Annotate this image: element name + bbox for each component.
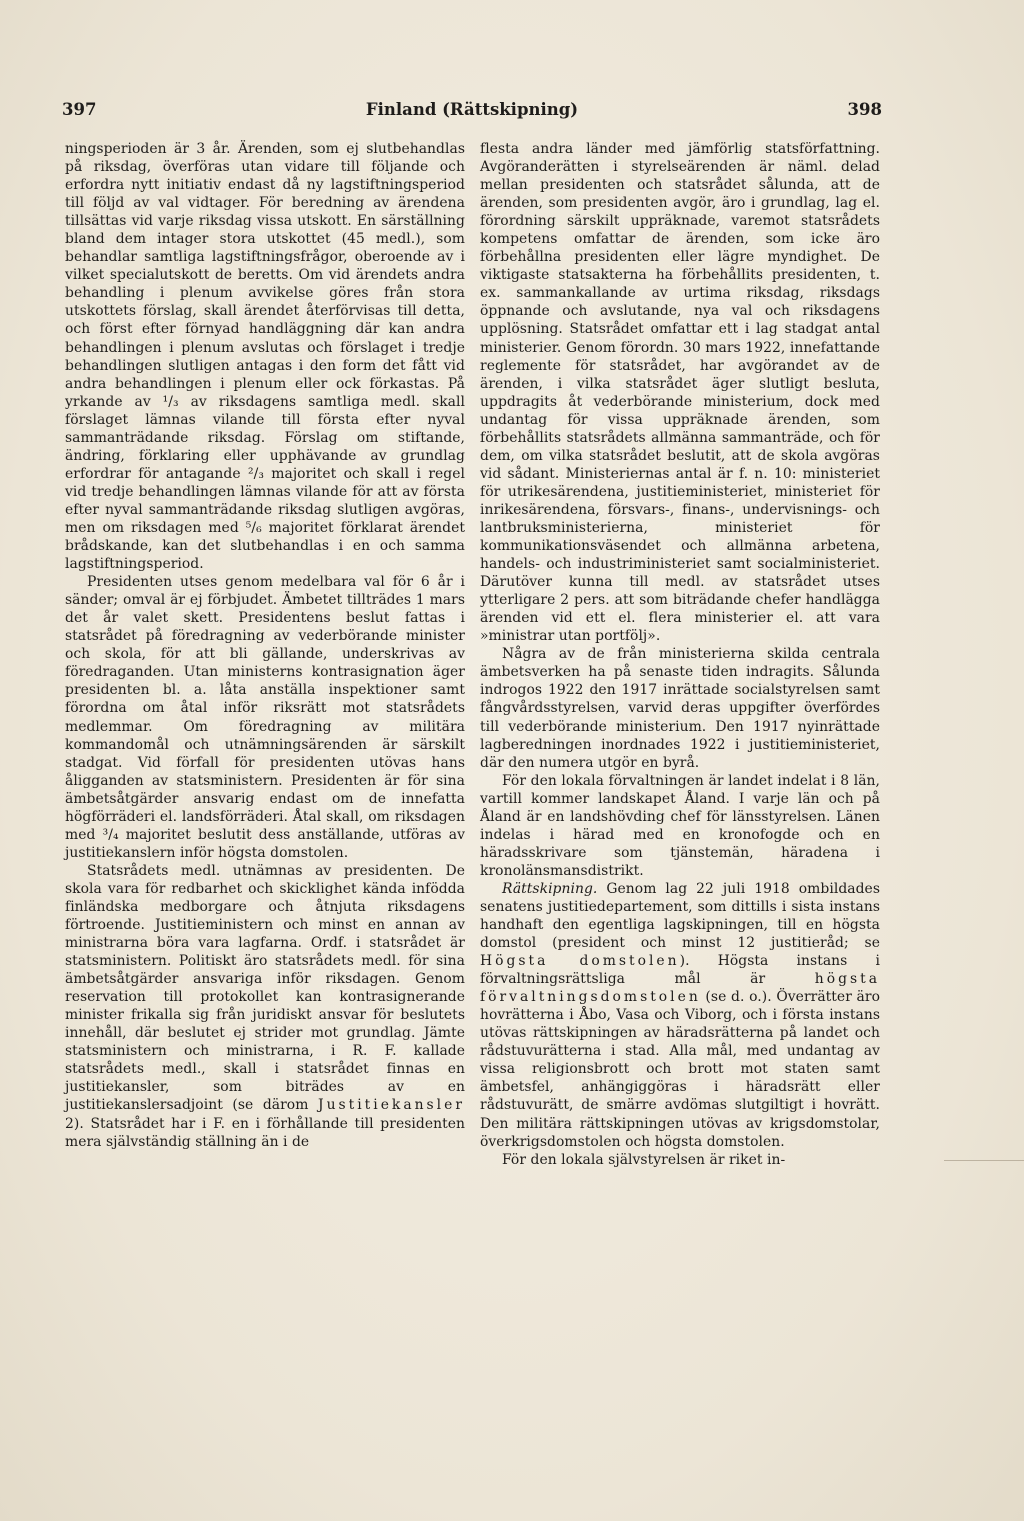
cross-reference: Högsta domstolen xyxy=(480,953,680,970)
page-number-right: 398 xyxy=(847,100,882,119)
paragraph: flesta andra länder med jämförlig statsförfattning. Avgöranderätten i styrelseärenden är näml. delad mellan presidenten och statsrådet sålunda, att de ärenden, som presidenten avgör, äro i grundlag, lag el. förordning särskilt uppräknade, varemot statsrådets kompetens omfattar de ärenden, som icke äro förbehållna presidenten eller lägre myndighet. De viktigaste statsakterna ha förbehållits presidenten, t. ex. sammankallande av urtima riksdag, riksdags öppnande och avslutande, nya val och riksdagens upplösning. Statsrådet omfattar ett i lag stadgat antal ministerier. Genom förordn. 30 mars 1922, innefattande reglemente för statsrådet, har avgörandet av de ärenden, i vilka statsrådet äger slutligt besluta, uppdragits åt vederbörande ministerium, dock med undantag för vissa uppräknade ärenden, som förbehållits statsrådets allmänna sammanträde, och för dem, om vilka statsrådet beslutit, att de skola avgöras vid sådant. Ministeriernas antal är f. n. 10: ministeriet för utrikesärendena, justitieministeriet, ministeriet för inrikesärendena, försvars-, finans-, undervisnings- och lantbruksministerierna, ministeriet för kommunikationsväsendet och allmänna arbetena, handels- och industriministeriet samt socialministeriet. Därutöver kunna till medl. av statsrådet utses ytterligare 2 pers. att som biträdande chefer handlägga ärenden vid ett el. flera ministerier el. att vara »ministrar utan portfölj». xyxy=(480,141,880,645)
paragraph-text: 2). Statsrådet har i F. en i förhållande till presidenten mera självständig ställning än i de xyxy=(65,1115,465,1150)
paragraph: Några av de från ministerierna skilda centrala ämbetsverken ha på senaste tiden indragits. Sålunda indrogos 1922 den 1917 inrättade socialstyrelsen samt fångvårdsstyrelsen, varvid deras uppgifter överfördes till vederbörande ministerium. Den 1917 nyinrättade lagberedningen inordnades 1922 i justitieministeriet, där den numera utgör en byrå. xyxy=(480,646,880,771)
paragraph: ningsperioden är 3 år. Ärenden, som ej slutbehandlas på riksdag, överföras utan vidare till följande och erfordra nytt initiativ endast då ny lagstiftningsperiod till följd av val vidtager. För beredning av ärendena tillsättas vid varje riksdag vissa utskott. En särställning bland dem intager stora utskottet (45 medl.), som behandlar samtliga lagstiftningsfrågor, oberoende av i vilket specialutskott de beretts. Om vid ärendets andra behandling i plenum avvikelse göres från stora utskottets förslag, skall ärendet återförvisas till detta, och först efter förnyad handläggning där kan andra behandlingen i plenum avslutas och förslaget i tredje behandlingen slutligen antagas i den form det fått vid andra behandlingen i plenum eller ock förkastas. På yrkande av ¹/₃ av riksdagens samtliga medl. skall förslaget lämnas vilande till första efter nyval sammanträdande riksdag. Förslag om stiftande, ändring, förklaring eller upphävande av grundlag erfordrar för antagande ²/₃ majoritet och skall i regel vid tredje behandlingen lämnas vilande för att av första efter nyval sammanträdande riksdag slutligen avgöras, men om riksdagen med ⁵/₆ majoritet förklarat ärendet brådskande, kan det slutbehandlas i en och samma lagstiftningsperiod. xyxy=(65,141,465,573)
paragraph-text: (se d. o.). Överrätter äro hovrätterna i Åbo, Vasa och Viborg, och i första instans utövas rättskipningen av häradsrätterna på landet och rådstuvurätterna i stad. Alla mål, med undantag av vissa religionsbrott och brott mot staten samt ämbetsfel, anhängiggöras i häradsrätt eller rådstuvurätt, de smärre avdömas slutgiltigt i hovrätt. Den militära rättskipningen utövas av krigsdomstolar, överkrigsdomstolen och högsta domstolen. xyxy=(480,989,880,1150)
cross-reference: Justitiekansler xyxy=(318,1097,465,1114)
paragraph xyxy=(65,862,465,1151)
section-heading: Rättskipning. xyxy=(502,880,598,897)
margin-rule xyxy=(944,1160,1024,1161)
paragraph-text: Statsrådets medl. utnämnas av presidenten. De skola vara för redbarhet och skicklighet kända infödda finländska medborgare och åtnjuta riksdagens förtroende. Justitieministern och minst en annan av ministrarna böra vara lagfarna. Ordf. i statsrådet är statsministern. Politiskt äro statsrådets medl. för sina ämbetsåtgärder ansvariga inför riksdagen. Genom reservation till protokollet kan kontrasignerande minister frikalla sig från juridiskt ansvar för beslutets innehåll, där beslutet ej strider mot grundlag. Jämte statsministern och ministrarna, i R. F. kallade statsrådets medl., skall i statsrådet finnas en justitiekansler, som biträdes av en justitiekanslersadjoint (se därom xyxy=(65,862,465,1114)
paragraph: För den lokala förvaltningen är landet indelat i 8 län, vartill kommer landskapet Åland. I varje län och på Åland är en landshövding chef för länsstyrelsen. Länen indelas i härad med en kronofogde och en häradsskrivare som tjänstemän, häradena i kronolänsmansdistrikt. xyxy=(480,772,880,879)
right-column xyxy=(480,140,880,1169)
paragraph-text: Genom lag 22 juli 1918 ombildades senatens justitiedepartement, som dittills i sista instans handhaft den egentliga lagskipningen, till en högsta domstol (president och minst 12 justitieråd; se xyxy=(480,880,880,952)
paragraph xyxy=(480,880,880,1151)
running-title: Finland (Rättskipning) xyxy=(365,100,579,119)
left-column xyxy=(65,140,465,1151)
page-header xyxy=(62,100,882,124)
page-number-left: 397 xyxy=(62,100,97,119)
paragraph: Presidenten utses genom medelbara val för 6 år i sänder; omval är ej förbjudet. Ämbetet tillträdes 1 mars det år valet skett. Presidentens beslut fattas i statsrådet på föredragning av vederbörande minister och skola, för att bli gällande, underskrivas av föredraganden. Utan ministerns kontrasignation äger presidenten bl. a. låta anställa inspektioner samt förordna om åtal inför riksrätt mot statsrådets medlemmar. Om föredragning av militära kommandomål och utnämningsärenden är särskilt stadgat. Vid förfall för presidenten utövas hans åligganden av statsministern. Presidenten är för sina ämbetsåtgärder ansvarig endast om de innefatta högförräderi el. landsförräderi. Åtal skall, om riksdagen med ³/₄ majoritet beslutit dess anställande, utföras av justitiekanslern inför högsta domstolen. xyxy=(65,574,465,861)
paragraph-text: ). Högsta instans i förvaltningsrättsliga mål är xyxy=(480,953,880,988)
cross-reference: högsta förvaltningsdomstolen xyxy=(480,971,880,1006)
paragraph: För den lokala självstyrelsen är riket in- xyxy=(502,1151,786,1168)
